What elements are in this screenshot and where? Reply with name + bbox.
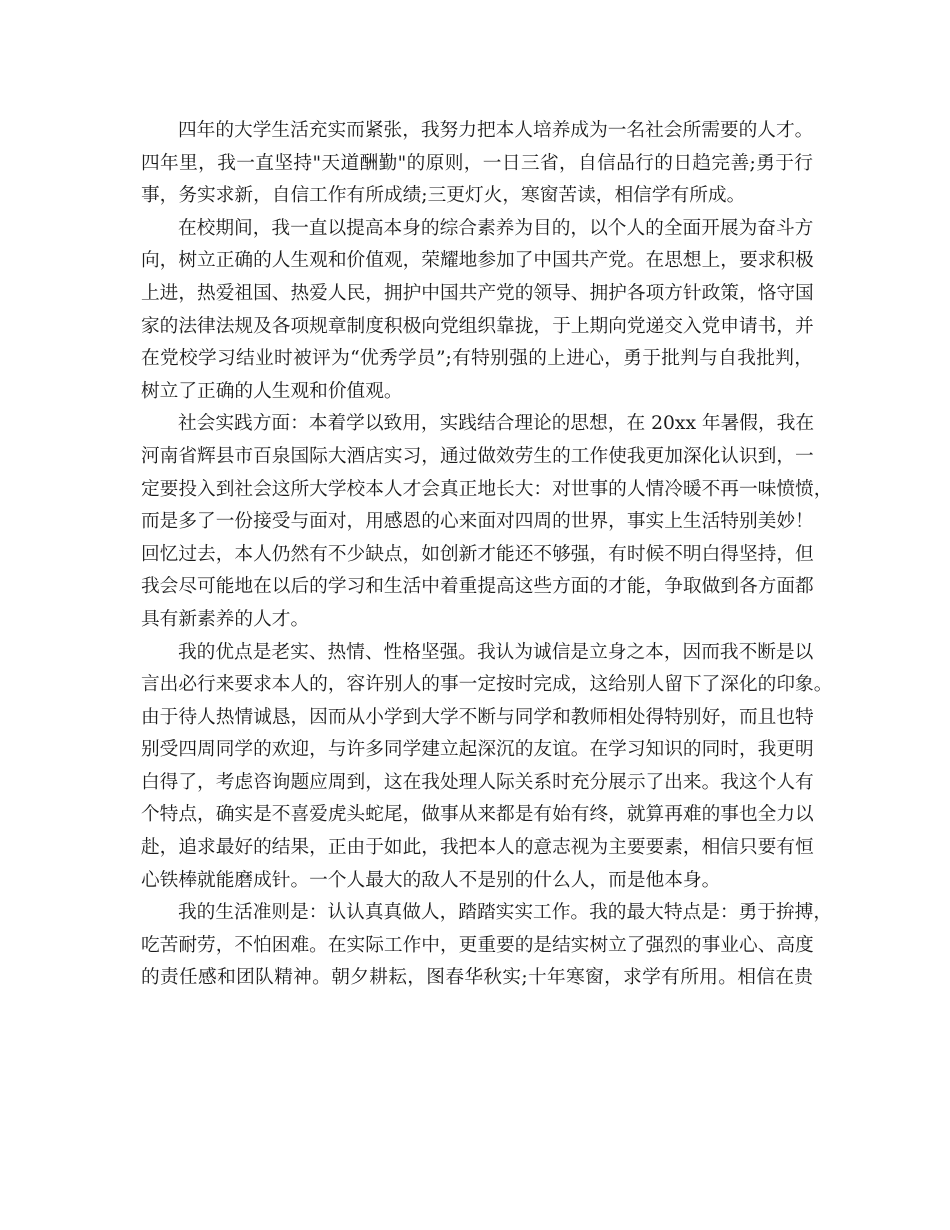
text-line: 个特点，确实是不喜爱虎头蛇尾，做事从来都是有始有终，就算再难的事也全力以 [141, 804, 814, 826]
text-line: 我的生活准则是：认认真真做人，踏踏实实工作。我的最大特点是：勇于拚搏， [178, 902, 833, 924]
text-line: 的责任感和团队精神。朝夕耕耘，图春华秋实;十年寒窗，求学有所用。相信在贵 [141, 967, 813, 989]
paragraph-2 [141, 213, 813, 409]
text-line: 吃苦耐劳，不怕困难。在实际工作中，更重要的是结实树立了强烈的事业心、高度 [141, 934, 814, 956]
text-line: 白得了，考虑咨询题应周到，这在我处理人际关系时充分展示了出来。我这个人有 [141, 771, 814, 793]
paragraph-5 [141, 897, 833, 995]
text-line: 我的优点是老实、热情、性格坚强。我认为诚信是立身之本，因而我不断是以 [178, 641, 814, 663]
text-line: 回忆过去，本人仍然有不少缺点，如创新才能还不够强，有时候不明白得坚持，但 [141, 543, 814, 565]
text-line: 具有新素养的人才。 [141, 608, 310, 630]
text-line: 而是多了一份接受与面对，用感恩的心来面对四周的世界，事实上生活特别美妙！ [141, 511, 814, 533]
text-line: 四年里，我一直坚持"天道酬勤"的原则，一日三省，自信品行的日趋完善;勇于行 [141, 152, 813, 174]
text-line: 上进，热爱祖国、热爱人民，拥护中国共产党的领导、拥护各项方针政策，恪守国 [141, 282, 814, 304]
text-line: 由于待人热情诚恳，因而从小学到大学不断与同学和教师相处得特别好，而且也特 [141, 706, 814, 728]
text-line: 树立了正确的人生观和价值观。 [141, 380, 403, 402]
text-line: 在校期间，我一直以提高本身的综合素养为目的，以个人的全面开展为奋斗方 [178, 217, 814, 239]
text-line: 社会实践方面：本着学以致用，实践结合理论的思想，在 20xx 年暑假，我在 [178, 413, 815, 435]
text-line: 家的法律法规及各项规章制度积极向党组织靠拢，于上期向党递交入党申请书，并 [141, 315, 814, 337]
document-body [141, 115, 833, 995]
paragraph-1 [141, 115, 813, 213]
text-line: 四年的大学生活充实而紧张，我努力把本人培养成为一名社会所需要的人才。 [178, 120, 814, 141]
text-line: 向，树立正确的人生观和价值观，荣耀地参加了中国共产党。在思想上，要求积极 [141, 250, 814, 272]
text-line: 在党校学习结业时被评为“优秀学员”;有特别强的上进心，勇于批判与自我批判， [141, 348, 813, 370]
text-line: 别受四周同学的欢迎，与许多同学建立起深沉的友谊。在学习知识的同时，我更明 [141, 739, 814, 761]
paragraph-3 [141, 408, 833, 636]
text-line: 河南省辉县市百泉国际大酒店实习，通过做效劳生的工作使我更加深化认识到，一 [141, 445, 814, 467]
text-line: 赴，追求最好的结果，正由于如此，我把本人的意志视为主要要素，相信只要有恒 [141, 837, 814, 859]
text-line: 心铁棒就能磨成针。一个人最大的敌人不是别的什么人，而是他本身。 [141, 869, 721, 891]
text-line: 我会尽可能地在以后的学习和生活中着重提高这些方面的才能，争取做到各方面都 [141, 576, 814, 598]
text-line: 定要投入到社会这所大学校本人才会真正地长大：对世事的人情冷暖不再一味愤愤， [141, 478, 833, 500]
text-line: 事，务实求新，自信工作有所成绩;三更灯火，寒窗苦读，相信学有所成。 [141, 185, 746, 207]
text-line: 言出必行来要求本人的，容许别人的事一定按时完成，这给别人留下了深化的印象。 [141, 674, 833, 696]
paragraph-4 [141, 637, 833, 898]
